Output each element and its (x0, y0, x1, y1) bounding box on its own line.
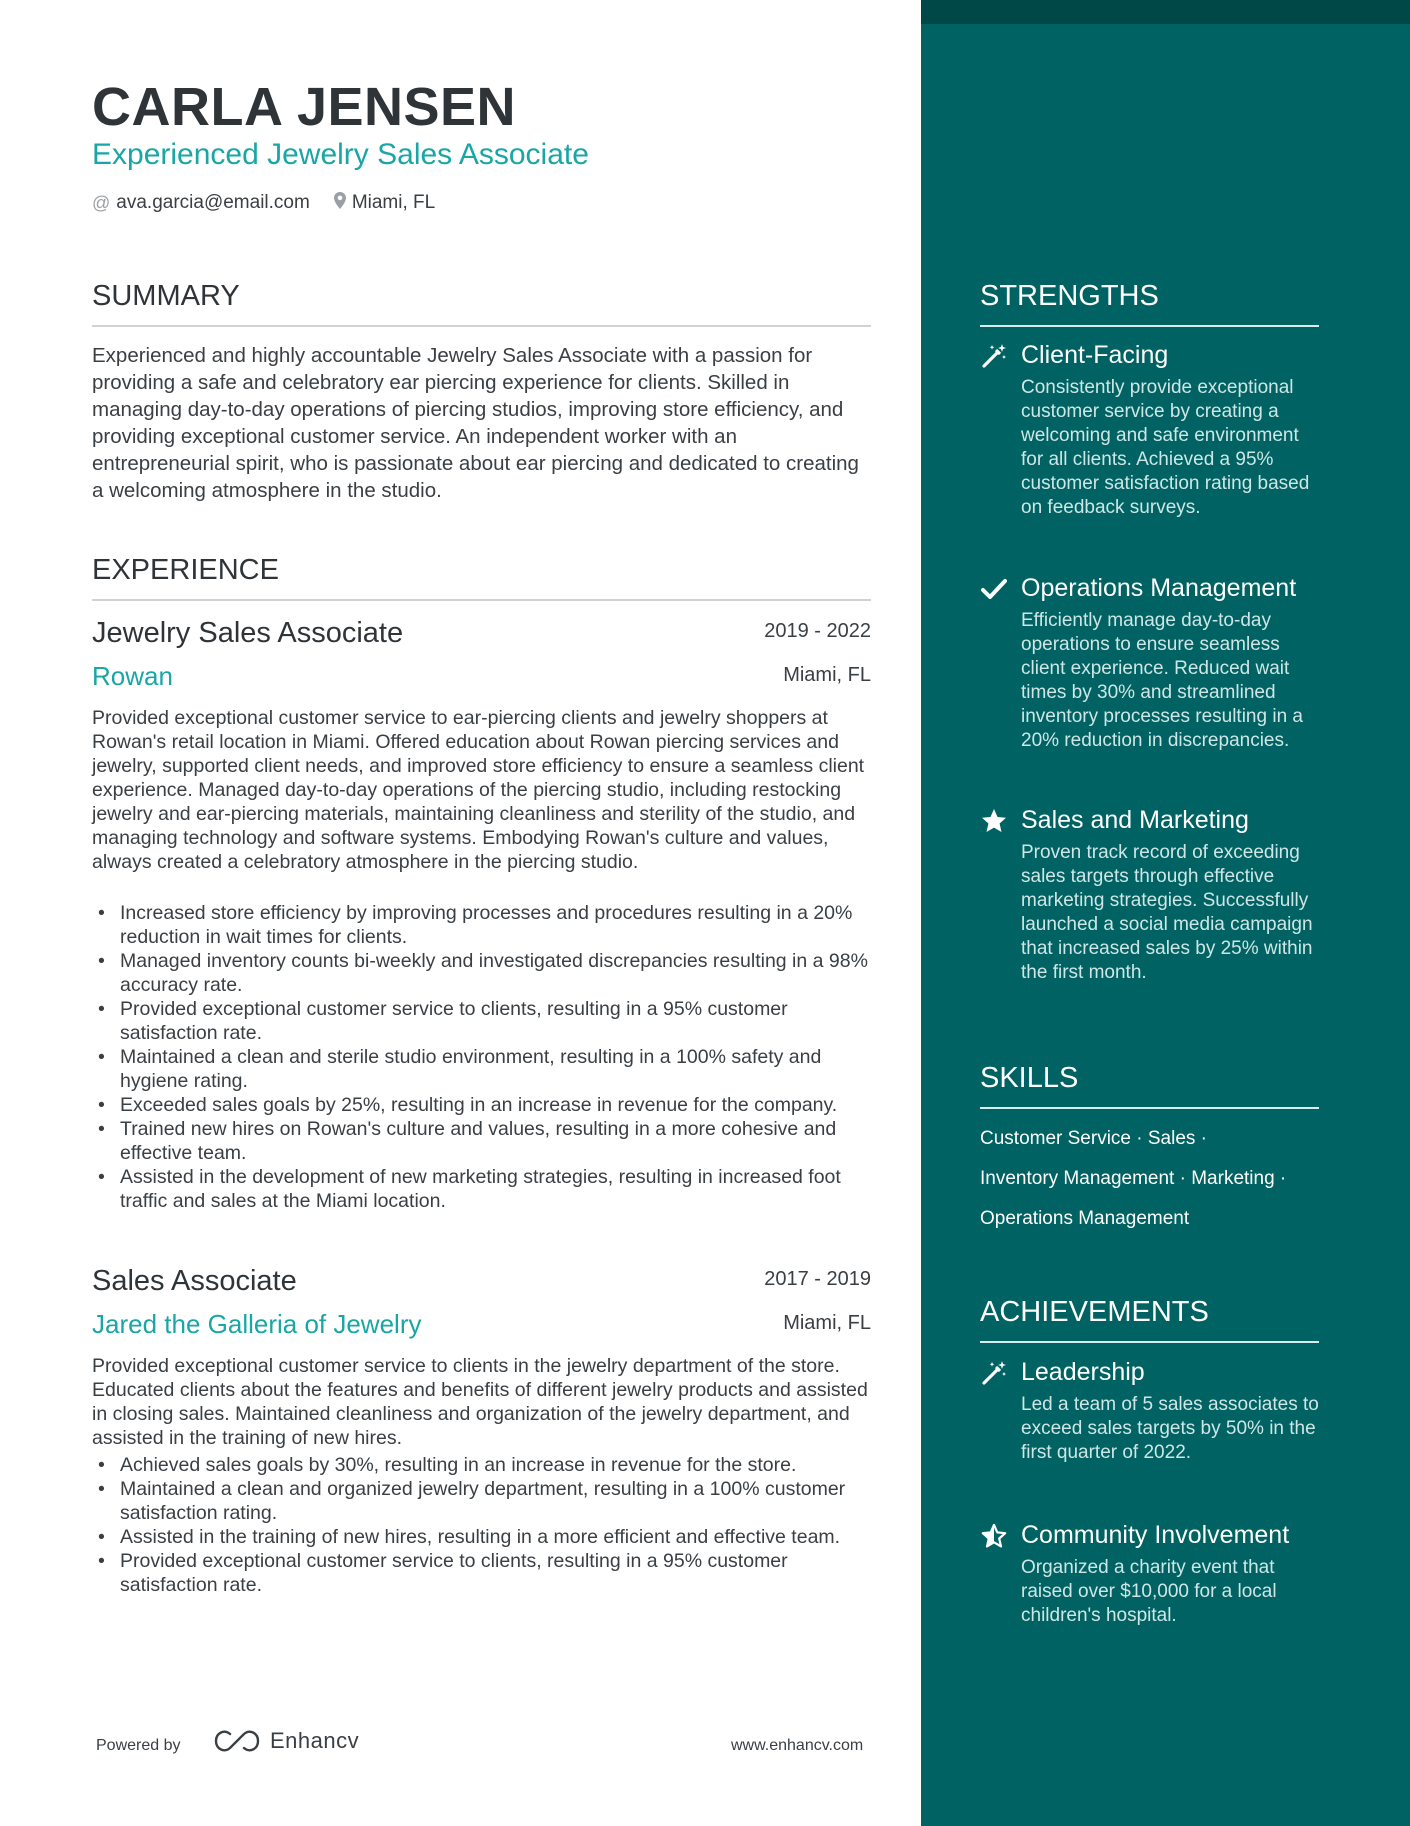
job-location: Miami, FL (783, 664, 871, 686)
list-item: • Managed inventory counts bi-weekly and investigated discrepancies resulting in a 98% accuracy rate. (92, 949, 882, 997)
achievement-title: Community Involvement (1021, 1521, 1290, 1549)
strength-title: Client-Facing (1021, 341, 1169, 369)
list-item: • Provided exceptional customer service to clients, resulting in a 95% customer satisfaction rate. (92, 1549, 882, 1597)
location-text: Miami, FL (351, 192, 436, 213)
list-item: • Exceeded sales goals by 25%, resulting in an increase in revenue for the company. (92, 1093, 882, 1117)
strength-title: Operations Management (1021, 574, 1297, 602)
skills-line: Operations Management (980, 1208, 1190, 1229)
experience-heading: EXPERIENCE (92, 554, 871, 601)
enhancv-url[interactable]: www.enhancv.com (731, 1737, 864, 1754)
checkmark-icon (980, 575, 1008, 603)
contact-row (92, 192, 435, 214)
skills-line: Inventory Management · Marketing · (980, 1168, 1287, 1189)
powered-by-label: Powered by (96, 1737, 181, 1754)
strength-text: Efficiently manage day-to-day operations to ensure seamless client experience. Reduced wait times by 30% and streamlined inventory processes resulting in a 20% reduction in discrepancies. (1021, 610, 1303, 751)
achievement-text: Organized a charity event that raised over $10,000 for a local children's hospital. (1021, 1557, 1277, 1626)
list-item: • Maintained a clean and sterile studio environment, resulting in a 100% safety and hygiene rating. (92, 1045, 882, 1093)
list-item: • Achieved sales goals by 30%, resulting in an increase in revenue for the store. (92, 1453, 882, 1477)
enhancv-brand-text: Enhancv (270, 1728, 360, 1753)
summary-text: Experienced and highly accountable Jewelry Sales Associate with a passion for providing a safe and celebratory ear piercing experience for clients. Skilled in managing day-to-day operations of piercing studios, improving store efficiency, and providing exceptional customer service. An independent worker with an entrepreneurial spirit, who is passionate about ear piercing and dedicated to creating a welcoming atmosphere in the studio. (92, 344, 859, 502)
strength-item (980, 574, 1325, 753)
list-item: • Assisted in the training of new hires, resulting in a more efficient and effective team. (92, 1525, 882, 1549)
skills-list (980, 1119, 1320, 1239)
achievement-item (980, 1358, 1325, 1465)
strength-text: Proven track record of exceeding sales targets through effective marketing strategies. Successfully launched a social media campaign that increased sales by 25% within the first month. (1021, 842, 1313, 983)
job-bullet-list (92, 901, 882, 1213)
magic-wand-icon (980, 342, 1008, 370)
email-text[interactable]: ava.garcia@email.com (116, 192, 310, 213)
list-item: • Increased store efficiency by improving processes and procedures resulting in a 20% reduction in wait times for clients. (92, 901, 882, 949)
job-company: Rowan (92, 661, 173, 691)
job-dates: 2017 - 2019 (764, 1268, 871, 1290)
job-location: Miami, FL (783, 1312, 871, 1334)
strength-item (980, 341, 1325, 520)
list-item: • Maintained a clean and organized jewelry department, resulting in a 100% customer satisfaction rating. (92, 1477, 882, 1525)
email-icon: @ (92, 192, 111, 213)
skills-heading: SKILLS (980, 1062, 1319, 1109)
candidate-title: Experienced Jewelry Sales Associate (92, 138, 589, 171)
candidate-name: CARLA JENSEN (92, 77, 517, 137)
star-icon (980, 807, 1008, 835)
strengths-heading: STRENGTHS (980, 280, 1319, 327)
job-dates: 2019 - 2022 (764, 620, 871, 642)
job-title: Sales Associate (92, 1265, 297, 1297)
achievement-text: Led a team of 5 sales associates to exceed sales targets by 50% in the first quarter of 2022. (1021, 1394, 1319, 1463)
job-description: Provided exceptional customer service to ear-piercing clients and jewelry shoppers at Rowan's retail location in Miami. Offered education about Rowan piercing services and jewelry, supported client needs, and improved store efficiency to ensure a seamless client experience. Managed day-to-day operations of the piercing studio, including restocking jewelry and ear-piercing materials, maintaining cleanliness and sterility of the studio, and managing technology and software systems. Embodying Rowan's culture and values, always created a celebratory atmosphere in the piercing studio. (92, 707, 865, 873)
sidebar-top-bar (921, 0, 1410, 24)
enhancv-logo[interactable] (214, 1728, 359, 1754)
job-company: Jared the Galleria of Jewelry (92, 1309, 422, 1339)
list-item: • Assisted in the development of new marketing strategies, resulting in increased foot traffic and sales at the Miami location. (92, 1165, 882, 1213)
job-bullet-list (92, 1453, 882, 1597)
strength-title: Sales and Marketing (1021, 806, 1249, 834)
magic-wand-icon (980, 1359, 1008, 1387)
skills-line: Customer Service · Sales · (980, 1128, 1208, 1149)
star-outline-icon (980, 1522, 1008, 1550)
job-title: Jewelry Sales Associate (92, 617, 404, 649)
enhancv-logo-icon (214, 1730, 260, 1752)
achievement-title: Leadership (1021, 1358, 1145, 1386)
job-description: Provided exceptional customer service to clients in the jewelry department of the store. Educated clients about the features and benefits of different jewelry products and assisted in closing sales. Maintained cleanliness and organization of the jewelry department, and assisted in the training of new hires. (92, 1355, 868, 1449)
achievement-item (980, 1521, 1325, 1628)
strength-text: Consistently provide exceptional customer service by creating a welcoming and safe environment for all clients. Achieved a 95% customer satisfaction rating based on feedback surveys. (1021, 377, 1310, 518)
location-pin-icon (334, 192, 346, 214)
summary-heading: SUMMARY (92, 280, 871, 327)
achievements-heading: ACHIEVEMENTS (980, 1296, 1319, 1343)
list-item: • Provided exceptional customer service to clients, resulting in a 95% customer satisfaction rate. (92, 997, 882, 1045)
list-item: • Trained new hires on Rowan's culture and values, resulting in a more cohesive and effective team. (92, 1117, 882, 1165)
strength-item (980, 806, 1325, 985)
